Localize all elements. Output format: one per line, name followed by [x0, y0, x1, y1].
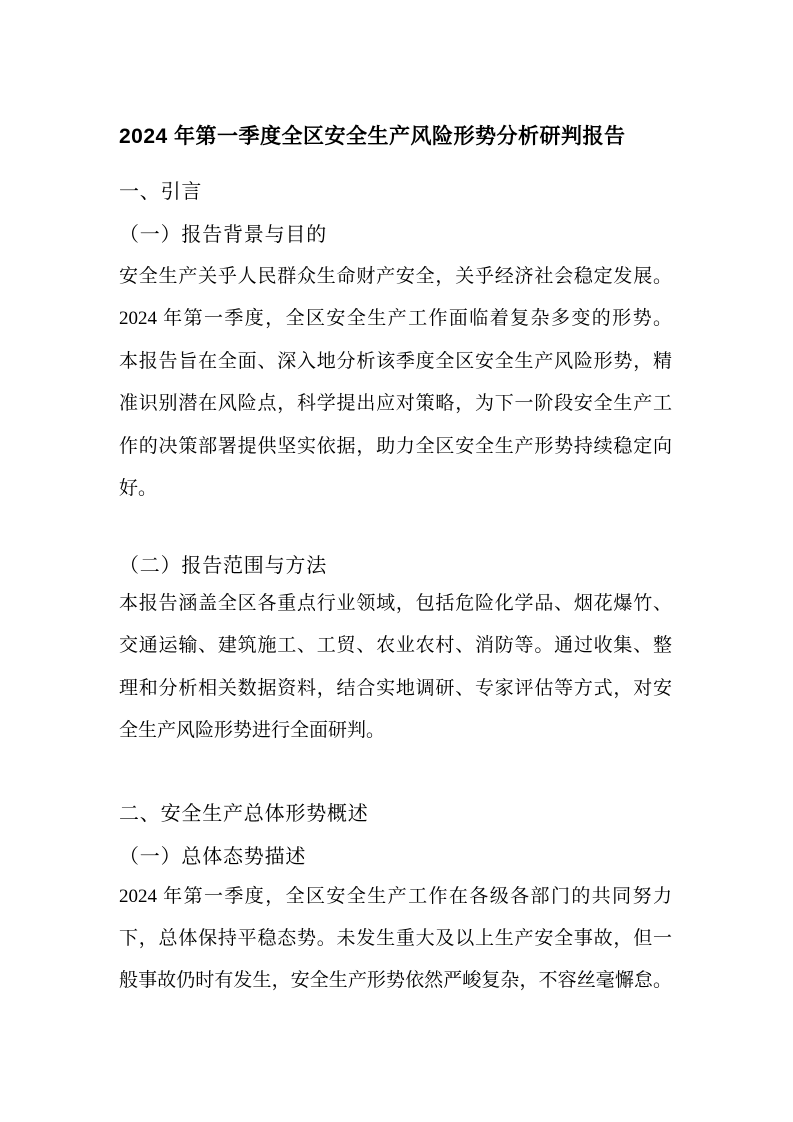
document-title: 2024 年第一季度全区安全生产风险形势分析研判报告: [119, 125, 626, 148]
document-content: [119, 0, 672, 1122]
subsection-2-1-heading: （一）总体态势描述: [119, 846, 307, 868]
subsection-1-1-heading: （一）报告背景与目的: [119, 224, 327, 246]
paragraph-2-line-3: 理和分析相关数据资料，结合实地调研、专家评估等方式，对安: [119, 678, 672, 699]
subsection-1-2-heading: （二）报告范围与方法: [119, 555, 327, 577]
section-1-heading: 一、引言: [119, 181, 203, 203]
paragraph-3-line-1: 2024 年第一季度，全区安全生产工作在各级各部门的共同努力: [119, 886, 672, 907]
paragraph-2-line-2: 交通运输、建筑施工、工贸、农业农村、消防等。通过收集、整: [119, 635, 672, 656]
paragraph-1-line-2: 2024 年第一季度，全区安全生产工作面临着复杂多变的形势。: [119, 308, 672, 329]
paragraph-1-line-4: 准识别潜在风险点，科学提出应对策略，为下一阶段安全生产工: [119, 393, 672, 414]
paragraph-1-line-5: 作的决策部署提供坚实依据，助力全区安全生产形势持续稳定向: [119, 436, 672, 457]
section-2-heading: 二、安全生产总体形势概述: [119, 803, 369, 825]
paragraph-3-line-3: 般事故仍时有发生，安全生产形势依然严峻复杂，不容丝毫懈怠。: [119, 970, 672, 991]
paragraph-1-line-1: 安全生产关乎人民群众生命财产安全，关乎经济社会稳定发展。: [119, 266, 672, 287]
paragraph-2-line-1: 本报告涵盖全区各重点行业领域，包括危险化学品、烟花爆竹、: [119, 593, 672, 614]
paragraph-1-line-6: 好。: [119, 478, 158, 499]
paragraph-2-line-4: 全生产风险形势进行全面研判。: [119, 720, 386, 741]
paragraph-3-line-2: 下，总体保持平稳态势。未发生重大及以上生产安全事故，但一: [119, 928, 672, 949]
paragraph-1-line-3: 本报告旨在全面、深入地分析该季度全区安全生产风险形势，精: [119, 351, 672, 372]
